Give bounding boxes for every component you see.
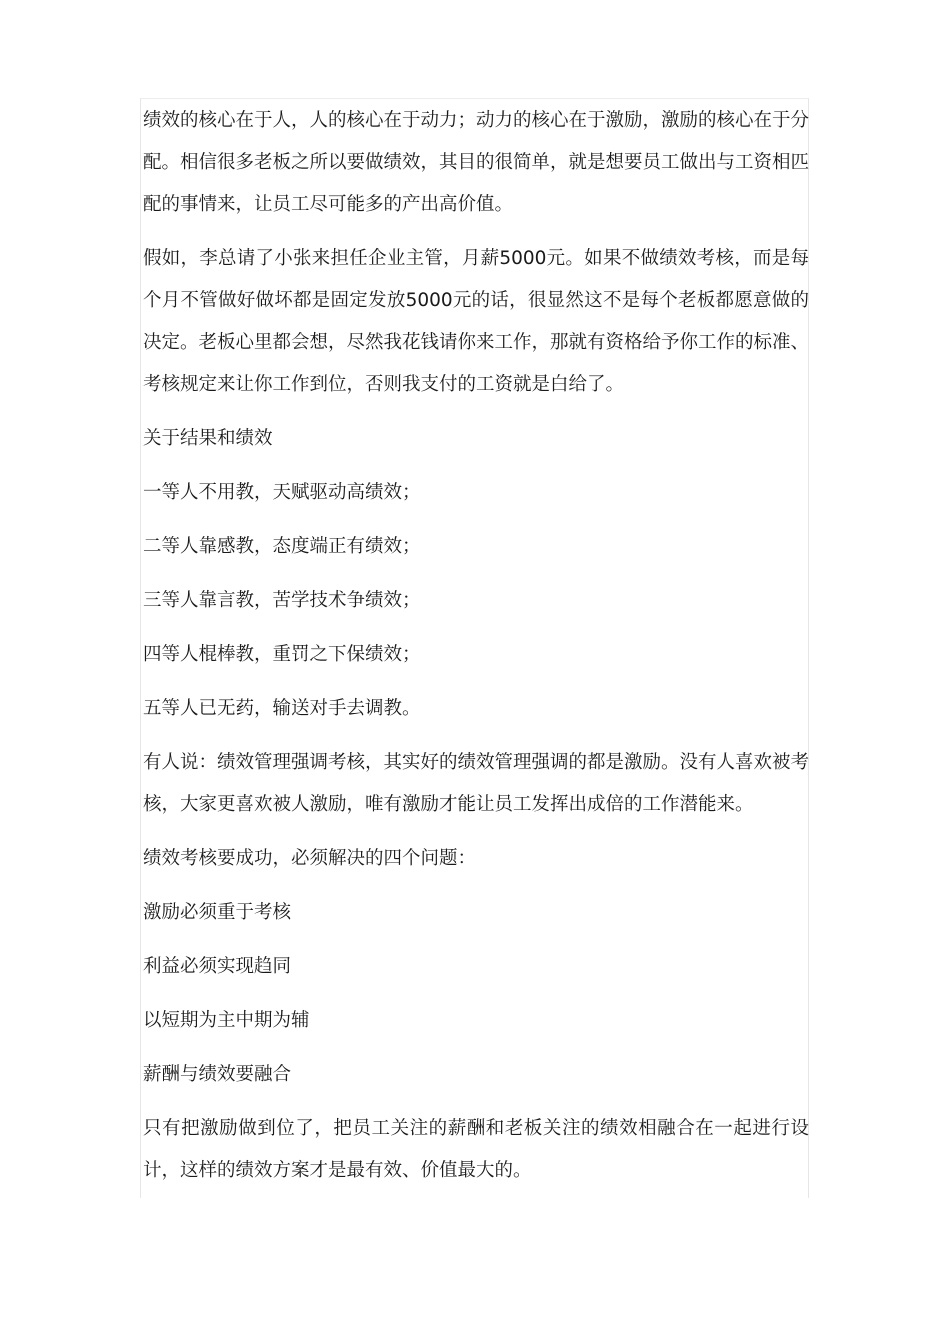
list-item-first-class: 一等人不用教，天赋驱动高绩效； — [143, 482, 421, 503]
section-heading-four-problems: 绩效考核要成功，必须解决的四个问题： — [143, 848, 477, 869]
document-body — [143, 100, 809, 1192]
list-item-problem-4: 薪酬与绩效要融合 — [143, 1064, 292, 1085]
paragraph-intro: 绩效的核心在于人，人的核心在于动力；动力的核心在于激励，激励的核心在于分配。相信很多老板之所以要做绩效，其目的很简单，就是想要员工做出与工资相匹配的事情来，让员工尽可能多的产出高价值。 — [143, 110, 810, 215]
list-item-fourth-class: 四等人棍棒教，重罚之下保绩效； — [143, 644, 421, 665]
list-item-fifth-class: 五等人已无药，输送对手去调教。 — [143, 698, 421, 719]
paragraph-conclusion: 只有把激励做到位了，把员工关注的薪酬和老板关注的绩效相融合在一起进行设计，这样的绩效方案才是最有效、价值最大的。 — [143, 1118, 809, 1181]
list-item-third-class: 三等人靠言教，苦学技术争绩效； — [143, 590, 421, 611]
list-item-second-class: 二等人靠感教，态度端正有绩效； — [143, 536, 421, 557]
list-item-problem-1: 激励必须重于考核 — [143, 902, 292, 923]
paragraph-example: 假如，李总请了小张来担任企业主管，月薪5000元。如果不做绩效考核，而是每个月不管做好做坏都是固定发放5000元的话，很显然这不是每个老板都愿意做的决定。老板心里都会想，尽然我花钱请你来工作，那就有资格给予你工作的标准、考核规定来让你工作到位，否则我支付的工资就是白给了。 — [143, 248, 810, 395]
list-item-problem-2: 利益必须实现趋同 — [143, 956, 292, 977]
paragraph-incentive: 有人说：绩效管理强调考核，其实好的绩效管理强调的都是激励。没有人喜欢被考核，大家更喜欢被人激励，唯有激励才能让员工发挥出成倍的工作潜能来。 — [143, 752, 810, 815]
section-heading-results: 关于结果和绩效 — [143, 428, 273, 449]
list-item-problem-3: 以短期为主中期为辅 — [143, 1010, 310, 1031]
